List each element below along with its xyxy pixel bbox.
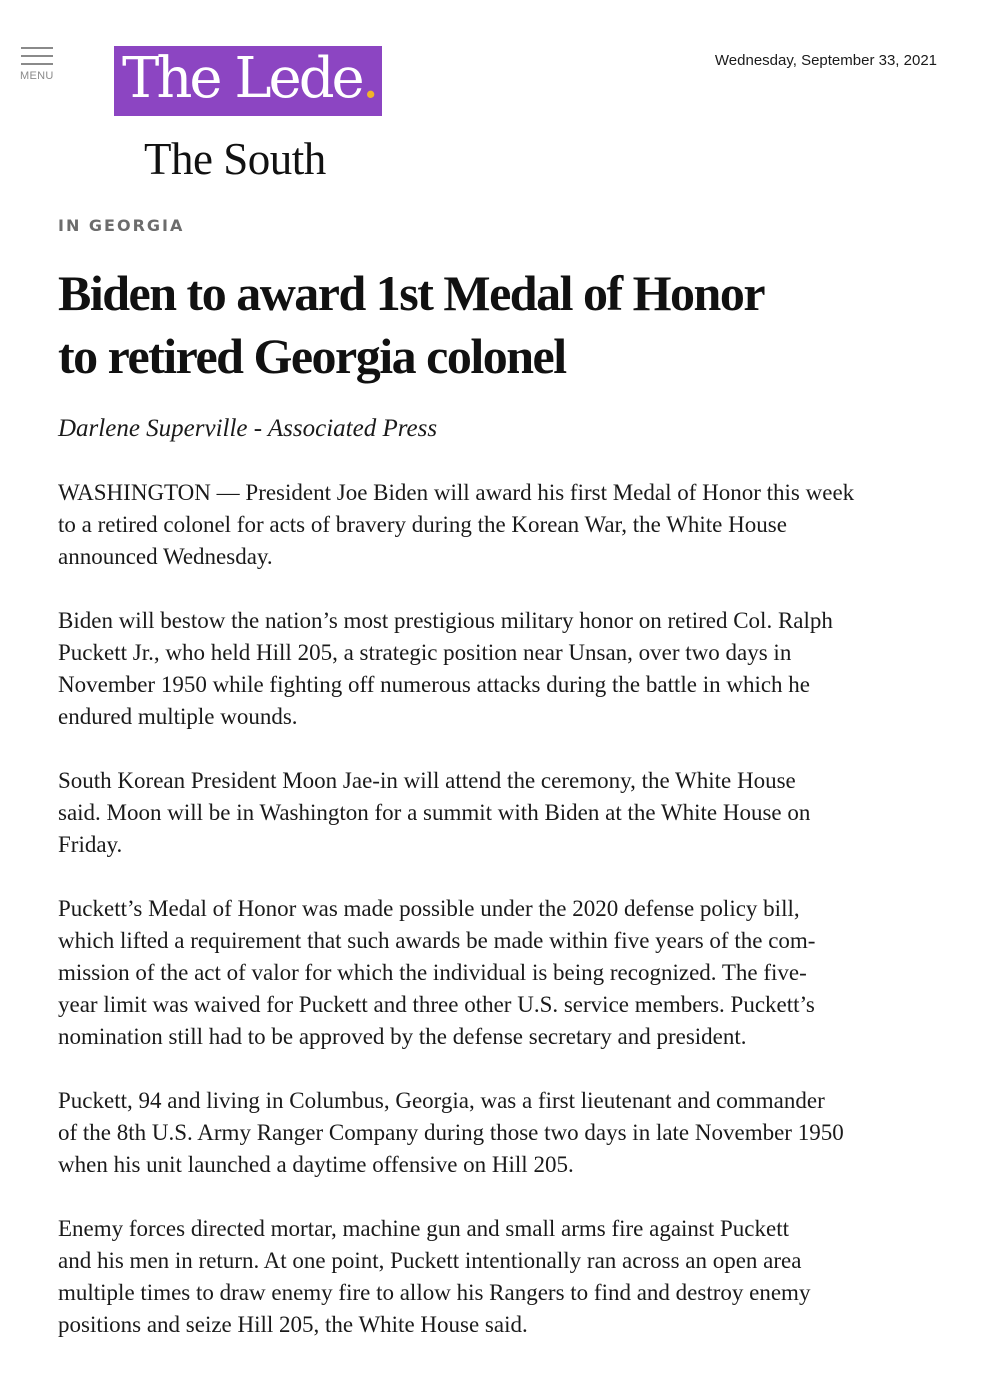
article-paragraph — [58, 893, 948, 1053]
paragraph-line: WASHINGTON — President Joe Biden will award his first Medal of Honor this week — [58, 480, 855, 505]
paragraph-line: multiple times to draw enemy fire to allow his Rangers to find and destroy enemy — [58, 1280, 811, 1305]
paragraph-line: which lifted a requirement that such awards be made within five years of the com- — [58, 928, 816, 953]
paragraph-line: of the 8th U.S. Army Ranger Company during those two days in late November 1950 — [58, 1120, 844, 1145]
site-logo[interactable] — [114, 46, 382, 116]
article-paragraph — [58, 1085, 948, 1181]
paragraph-line: Puckett’s Medal of Honor was made possible under the 2020 defense policy bill, — [58, 896, 800, 921]
article-body — [58, 477, 948, 1373]
logo-text: The Lede — [122, 46, 362, 111]
paragraph-line: mission of the act of valor for which the individual is being recognized. The five- — [58, 960, 807, 985]
paragraph-line: South Korean President Moon Jae-in will attend the ceremony, the White House — [58, 768, 796, 793]
logo-dot: . — [361, 46, 377, 111]
hamburger-menu-icon[interactable] — [21, 47, 53, 65]
menu-label: MENU — [20, 70, 54, 82]
paragraph-line: announced Wednesday. — [58, 544, 273, 569]
article-paragraph — [58, 477, 948, 573]
article-paragraph — [58, 605, 948, 733]
paragraph-line: said. Moon will be in Washington for a summit with Biden at the White House on — [58, 800, 811, 825]
paragraph-line: Biden will bestow the nation’s most prestigious military honor on retired Col. Ralph — [58, 608, 833, 633]
paragraph-line: Friday. — [58, 832, 123, 857]
paragraph-line: and his men in return. At one point, Puckett intentionally ran across an open area — [58, 1248, 802, 1273]
section-name: The South — [144, 134, 326, 184]
paragraph-line: Puckett, 94 and living in Columbus, Georgia, was a first lieutenant and commander — [58, 1088, 825, 1113]
article-paragraph — [58, 765, 948, 861]
paragraph-line: endured multiple wounds. — [58, 704, 298, 729]
paragraph-line: to a retired colonel for acts of bravery during the Korean War, the White House — [58, 512, 787, 537]
article-paragraph — [58, 1213, 948, 1341]
logo-wordmark — [122, 47, 377, 111]
paragraph-line: November 1950 while fighting off numerous attacks during the battle in which he — [58, 672, 811, 697]
paragraph-line: Enemy forces directed mortar, machine gun and small arms fire against Puckett — [58, 1216, 789, 1241]
paragraph-line: when his unit launched a daytime offensive on Hill 205. — [58, 1152, 574, 1177]
article-headline — [58, 262, 818, 388]
paragraph-line: Puckett Jr., who held Hill 205, a strategic position near Unsan, over two days in — [58, 640, 792, 665]
paragraph-line: year limit was waived for Puckett and three other U.S. service members. Puckett’s — [58, 992, 815, 1017]
menu-button[interactable] — [18, 44, 58, 88]
paragraph-line: positions and seize Hill 205, the White House said. — [58, 1312, 528, 1337]
headline-line: to retired Georgia colonel — [58, 328, 566, 384]
article-byline: Darlene Superville - Associated Press — [58, 415, 438, 442]
paragraph-line: nomination still had to be approved by the defense secretary and president. — [58, 1024, 747, 1049]
article-kicker[interactable]: IN GEORGIA — [58, 216, 185, 235]
headline-line: Biden to award 1st Medal of Honor — [58, 265, 765, 321]
header-date: Wednesday, September 33, 2021 — [714, 52, 937, 69]
